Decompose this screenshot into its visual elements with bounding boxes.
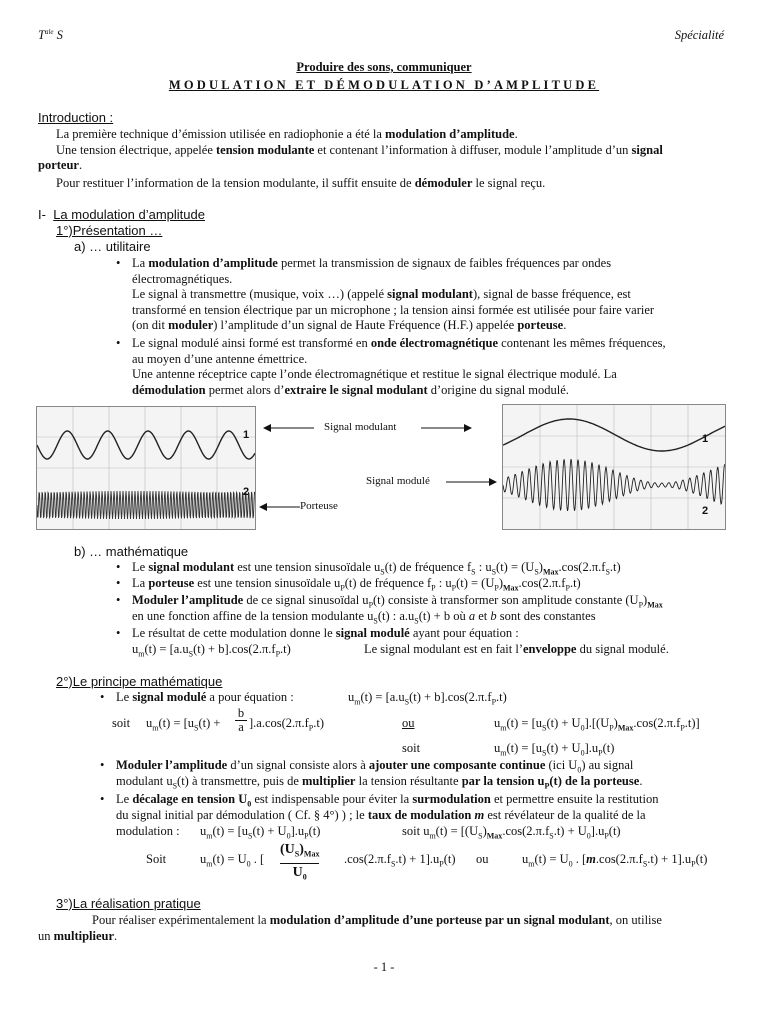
bullet-icon: • xyxy=(116,560,121,574)
bullet-utilitaire-1: La modulation d’amplitude permet la transmission de signaux de faibles fréquences par ondes électromagnétiques. Le signal à transmettre (musique, voix …) (appelé signal modulant), signal de basse fréquence, est transformé en tension électrique par un microphone ; la tension ainsi formée est utilisée pour faire varier (on dit moduler) l’amplitude d’un signal de Haute Fréquence (H.F.) appelée porteuse. xyxy=(132,256,655,332)
principe-eq-2-end: ]$.a.\cos(2.\pi.f_P.t)$ xyxy=(249,716,324,733)
channel-1-marker: 1 xyxy=(243,429,250,441)
intro-paragraph-1: La première technique d’émission utilisée en radiophonie a été la modulation d’amplitude. xyxy=(56,127,518,141)
page-number: - 1 - xyxy=(373,960,395,974)
final-ou: ou xyxy=(476,852,489,866)
section-1-sub-1a: a) … utilitaire xyxy=(74,239,151,254)
channel-2-marker: 2 xyxy=(243,486,250,498)
intro-paragraph-2: Une tension électrique, appelée tension modulante et contenant l’information à diffuser, module l’amplitude d’un signal xyxy=(56,143,663,157)
principe-eq-3: $u_m(t) = [u_S(t) + U_0].[(U_P)_{Max}.\cos(2.\pi.f_P.t)]$ xyxy=(494,716,700,733)
section-1-sub-2: 2°)Le principe mathématique xyxy=(56,674,223,689)
section-1-sub-1: 1°)Présentation … xyxy=(56,223,163,238)
intro-paragraph-2-end: porteur. xyxy=(38,158,83,172)
channel-1-marker-right: 1 xyxy=(702,433,709,445)
math-bullet-3-cont: en une fonction affine de la tension modulante $u_S(t)$ : $a.u_S(t) + b$ où a et b sont des constantes xyxy=(132,609,596,626)
oscillogram-modulant-porteuse xyxy=(36,406,256,530)
principe-eq-5: $u_m(t) = [u_S(t) + U_0].u_P(t)$ xyxy=(200,824,321,841)
principe-soit-2: soit xyxy=(402,741,421,755)
final-eq-1: $u_m(t) = U_0$ . [ xyxy=(200,852,265,869)
header-level: $T^{ale}$ S xyxy=(38,28,63,43)
section-1-heading: I- La modulation d’amplitude xyxy=(38,207,205,222)
final-eq-2: $u_m(t) = U_0$ . $[m.\cos(2.\pi.f_S.t) + 1].u_P(t)$ xyxy=(522,852,708,869)
principe-bullet-3: Le décalage en tension $U_0$ est indispensable pour éviter la surmodulation et permettre ensuite la restitution xyxy=(116,792,659,809)
principe-eq-2: $u_m(t) = [u_S(t)$ + xyxy=(146,716,221,733)
principe-soit: soit xyxy=(112,716,131,730)
math-bullet-2: La porteuse est une tension sinusoïdale $u_P(t)$ de fréquence $f_P$ : $u_P(t) = (U_P)_{Max}.\cos(2.\pi.f_P.t)$ xyxy=(132,576,581,593)
principe-bullet-1: Le signal modulé a pour équation : xyxy=(116,690,294,704)
principe-eq-4: $u_m(t) = [u_S(t) + U_0].u_P(t)$ xyxy=(494,741,615,758)
label-porteuse: Porteuse xyxy=(300,500,338,512)
principe-ou: ou xyxy=(402,716,415,730)
label-signal-modulant: Signal modulant xyxy=(324,421,397,433)
fraction-numerator: b xyxy=(237,706,245,720)
bullet-icon: • xyxy=(100,690,105,704)
header-subject: Spécialité xyxy=(674,28,724,42)
math-bullet-3: Moduler l’amplitude de ce signal sinusoïdal $u_P(t)$ consiste à transformer son amplitude constante $(U_P)_{Max}$ xyxy=(132,593,663,610)
math-bullet-4: Le résultat de cette modulation donne le signal modulé ayant pour équation : xyxy=(132,626,519,640)
oscillogram-left-svg xyxy=(37,407,255,529)
label-signal-module: Signal modulé xyxy=(366,475,430,487)
principe-eq-6: soit $u_m(t) = [(U_S)_{Max}.\cos(2.\pi.f_S.t) + U_0].u_P(t)$ xyxy=(402,824,621,841)
fraction-us-over-u0 xyxy=(280,841,319,885)
section-1-sub-1b: b) … mathématique xyxy=(74,544,189,559)
bullet-icon: • xyxy=(116,626,121,640)
bullet-icon: • xyxy=(116,256,121,270)
intro-heading: Introduction : xyxy=(38,110,114,125)
principe-bullet-2: Moduler l’amplitude d’un signal consiste alors à ajouter une composante continue (ici $U_0$) au signal xyxy=(116,758,634,775)
realisation-text: Pour réaliser expérimentalement la modulation d’amplitude d’une porteuse par un signal modulant, on utilise xyxy=(92,913,662,927)
intro-paragraph-3: Pour restituer l’information de la tension modulante, il suffit ensuite de démoduler le signal reçu. xyxy=(56,176,546,190)
realisation-text-cont: un multiplieur. xyxy=(38,929,118,943)
bullet-icon: • xyxy=(116,576,121,590)
document-title: MODULATION ET DÉMODULATION D’AMPLITUDE xyxy=(168,78,600,92)
bullet-icon: • xyxy=(116,336,121,350)
document-subtitle: Produire des sons, communiquer xyxy=(296,60,472,74)
fraction-denominator: a xyxy=(235,720,247,734)
fraction-us-numerator: $(U_S)_{Max}$ xyxy=(280,842,320,859)
bullet-utilitaire-2: Le signal modulé ainsi formé est transformé en onde électromagnétique contenant les mêmes fréquences, au moyen d’une antenne émettrice. Une antenne réceptrice capte l’onde électromagnétique et restitue le signal électrique modulé. La démodulation permet alors d’extraire le signal modulant d’origine du signal modulé. xyxy=(132,336,666,397)
section-1-sub-3: 3°)La réalisation pratique xyxy=(56,896,201,911)
bullet-icon: • xyxy=(100,758,105,772)
math-bullet-4-note: Le signal modulant est en fait l’enveloppe du signal modulé. xyxy=(364,642,669,656)
final-soit: Soit xyxy=(146,852,167,866)
principe-eq-1: $u_m(t) = [a.u_S(t) + b].\cos(2.\pi.f_P.t)$ xyxy=(348,690,507,707)
oscillogram-modulated xyxy=(502,404,726,530)
bullet-icon: • xyxy=(116,593,121,607)
fraction-u0-denominator: $U_0$ xyxy=(280,863,319,886)
fraction-b-over-a xyxy=(235,707,247,734)
principe-bullet-3-cont: du signal initial par démodulation ( Cf. § 4°) ) ; le taux de modulation m est révélateur de la qualité de la xyxy=(116,808,646,822)
principe-bullet-3-eq: modulation : xyxy=(116,824,180,838)
math-bullet-4-eq: $u_m(t) = [a.u_S(t) + b].\cos(2.\pi.f_P.t)$ xyxy=(132,642,291,659)
math-bullet-1: Le signal modulant est une tension sinusoïdale $u_S(t)$ de fréquence $f_S$ : $u_S(t) = (U_S)_{Max}.\cos(2.\pi.f_S.t)$ xyxy=(132,560,621,577)
final-eq-1-end: $.\cos(2.\pi.f_S.t) + 1].u_P(t)$ xyxy=(344,852,456,869)
principe-bullet-2-cont: modulant $u_S(t)$ à transmettre, puis de multiplier la tension résultante par la tension $u_P(t)$ de la porteuse. xyxy=(116,774,643,791)
oscillogram-right-svg xyxy=(503,405,725,529)
bullet-icon: • xyxy=(100,792,105,806)
channel-2-marker-right: 2 xyxy=(702,505,709,517)
